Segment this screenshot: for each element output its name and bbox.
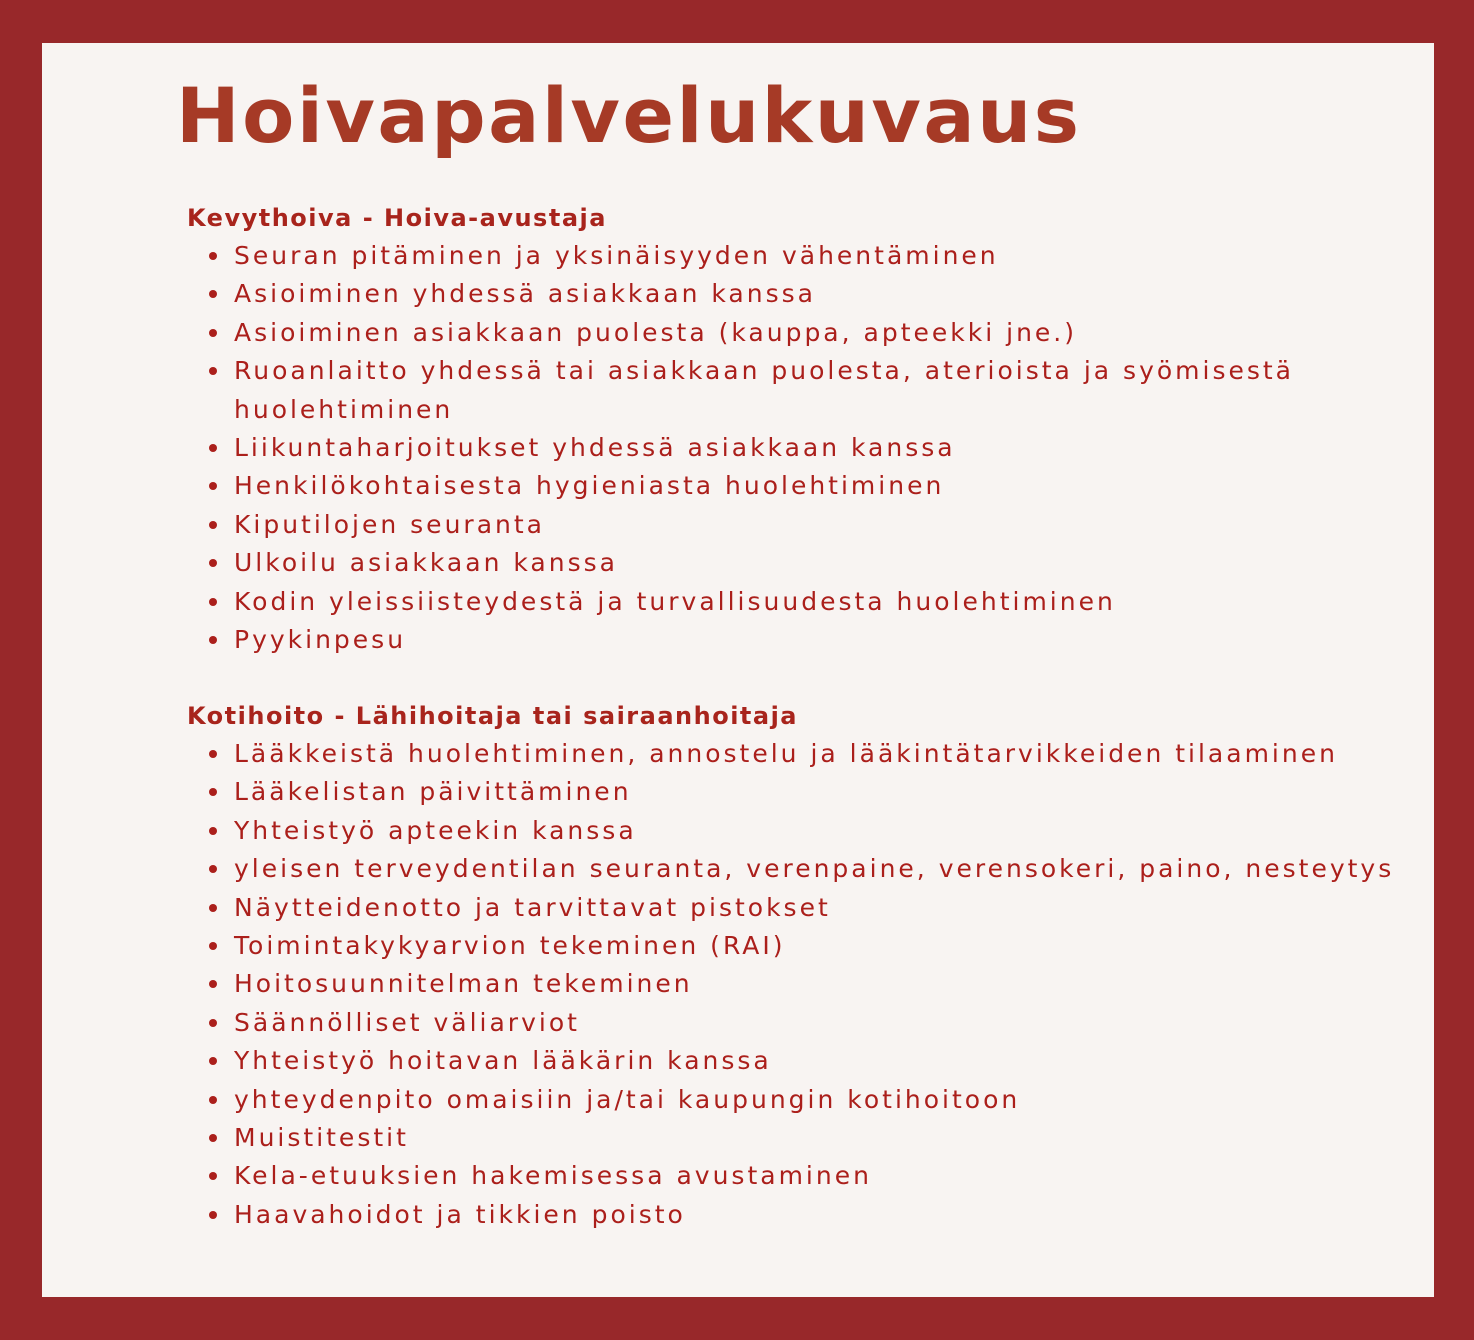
- list-item: Säännölliset väliarviot: [187, 1004, 1394, 1042]
- page-title: Hoivapalvelukuvaus: [176, 71, 1082, 160]
- list-item: yhteydenpito omaisiin ja/tai kaupungin kotihoitoon: [187, 1081, 1394, 1119]
- list-item: Henkilökohtaisesta hygieniasta huolehtiminen: [187, 467, 1364, 505]
- section-heading: Kevythoiva - Hoiva-avustaja: [187, 204, 607, 232]
- list-item: Kodin yleissiisteydestä ja turvallisuudesta huolehtiminen: [187, 583, 1364, 621]
- list-item: Muistitestit: [187, 1119, 1394, 1157]
- section-kevythoiva: [187, 201, 1364, 659]
- content-card: [42, 43, 1434, 1297]
- list-item: Liikuntaharjoitukset yhdessä asiakkaan kanssa: [187, 429, 1364, 467]
- list-item: Näytteidenotto ja tarvittavat pistokset: [187, 889, 1394, 927]
- list-item: Yhteistyö hoitavan lääkärin kanssa: [187, 1042, 1394, 1080]
- list-item: Ruoanlaitto yhdessä tai asiakkaan puolesta, aterioista ja syömisestä huolehtiminen: [187, 352, 1364, 429]
- list-item: Kiputilojen seuranta: [187, 506, 1364, 544]
- list-item: yleisen terveydentilan seuranta, verenpaine, verensokeri, paino, nesteytys: [187, 850, 1394, 888]
- list-item: Asioiminen asiakkaan puolesta (kauppa, apteekki jne.): [187, 314, 1364, 352]
- list-item: Seuran pitäminen ja yksinäisyyden vähentäminen: [187, 237, 1364, 275]
- list-item: Haavahoidot ja tikkien poisto: [187, 1196, 1394, 1234]
- list-item: Lääkelistan päivittäminen: [187, 773, 1394, 811]
- list-item: Hoitosuunnitelman tekeminen: [187, 965, 1394, 1003]
- list-item: Toimintakykyarvion tekeminen (RAI): [187, 927, 1394, 965]
- service-list: [187, 735, 1394, 1234]
- list-item: Pyykinpesu: [187, 621, 1364, 659]
- list-item: Kela-etuuksien hakemisessa avustaminen: [187, 1157, 1394, 1195]
- section-kotihoito: [187, 699, 1394, 1234]
- list-item: Yhteistyö apteekin kanssa: [187, 812, 1394, 850]
- service-list: [187, 237, 1364, 659]
- list-item: Ulkoilu asiakkaan kanssa: [187, 544, 1364, 582]
- section-heading: Kotihoito - Lähihoitaja tai sairaanhoitaja: [187, 702, 799, 730]
- list-item: Lääkkeistä huolehtiminen, annostelu ja lääkintätarvikkeiden tilaaminen: [187, 735, 1394, 773]
- list-item: Asioiminen yhdessä asiakkaan kanssa: [187, 275, 1364, 313]
